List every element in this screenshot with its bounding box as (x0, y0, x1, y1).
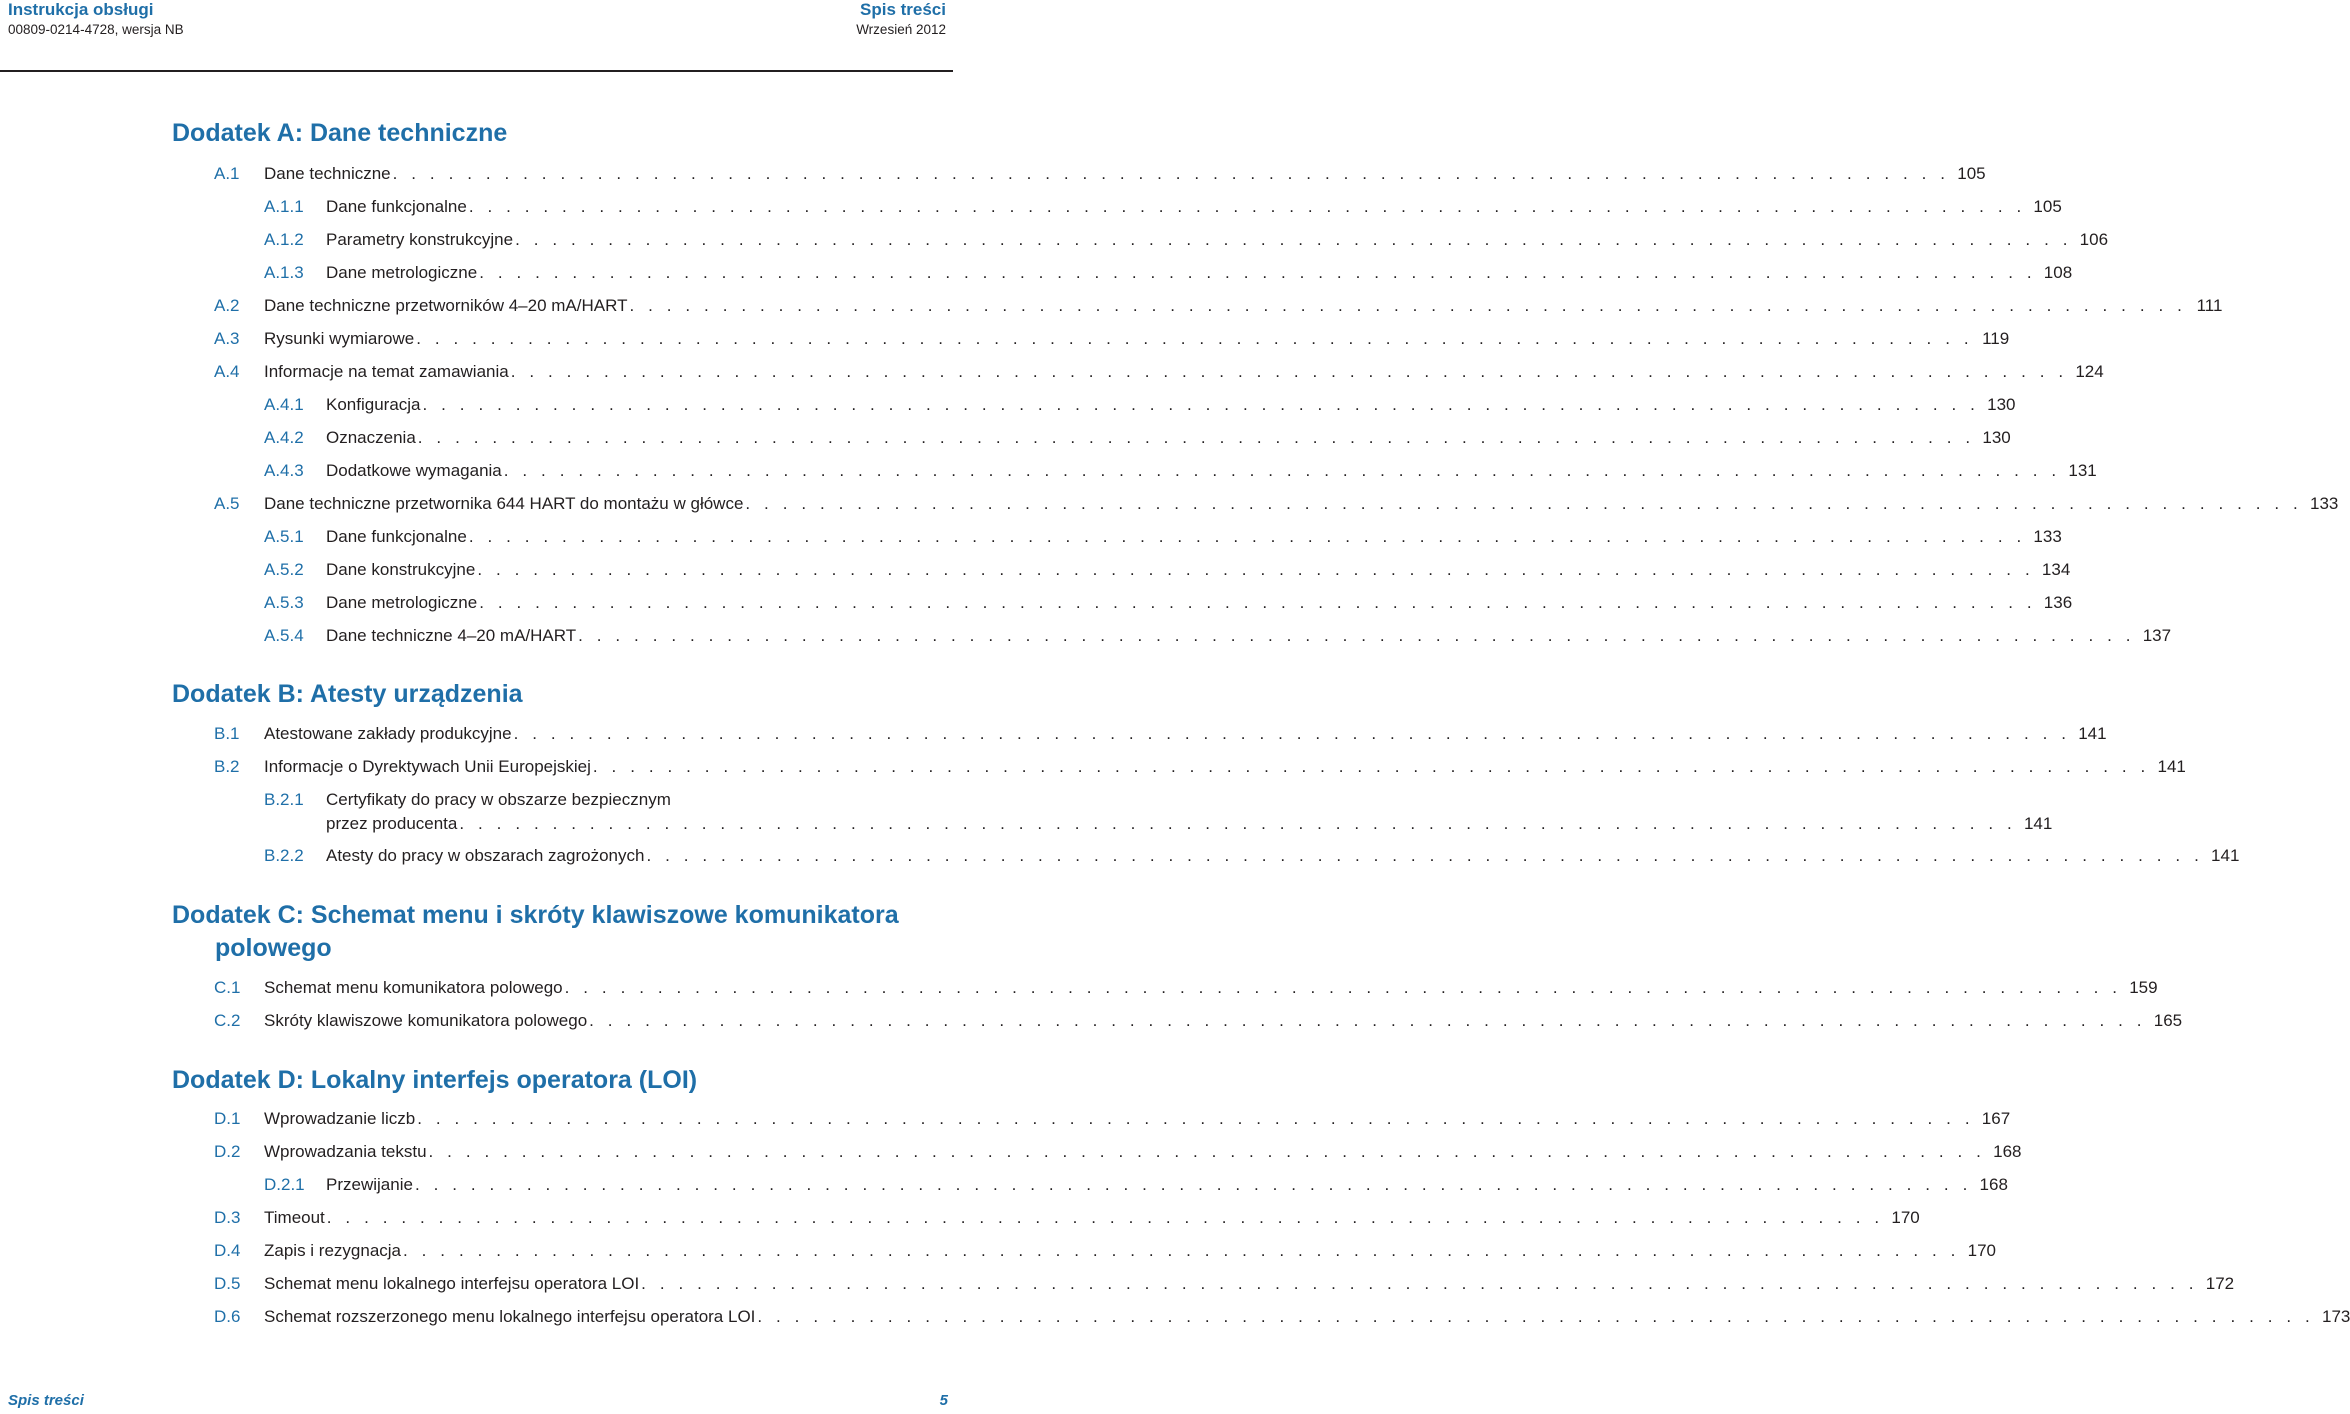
toc-text: Wprowadzania tekstu (264, 1142, 427, 1161)
toc-page: 111 (2196, 296, 2223, 315)
toc-entry-a1-2[interactable] (264, 228, 2109, 252)
toc-text: Dane techniczne 4–20 mA/HART (326, 626, 577, 645)
toc-entry-d2-1[interactable] (264, 1173, 2008, 1197)
toc-number: B.2 (214, 757, 240, 776)
toc-entry-d6[interactable] (214, 1305, 2350, 1329)
toc-number: A.1.2 (264, 230, 304, 249)
toc-number: A.4.2 (264, 428, 304, 447)
toc-number: A.4.1 (264, 395, 304, 414)
toc-page: 106 (2079, 230, 2109, 249)
dot-leader: . . . . . . . . . . . . . . . . . . . . . . . . . . . . . . . . . . . . . . . . . . . . . . . . . . . . . . . . . . . . . . . . . . . . . . . . . . . . . . . . . . . . (515, 230, 2073, 249)
toc-page: 141 (2023, 814, 2053, 833)
dot-leader: . . . . . . . . . . . . . . . . . . . . . . . . . . . . . . . . . . . . . . . . . . . . . . . . . . . . . . . . . . . . . . . . . . . . . . . . . . . . . . . . . . . . (459, 814, 2017, 833)
dot-leader: . . . . . . . . . . . . . . . . . . . . . . . . . . . . . . . . . . . . . . . . . . . . . . . . . . . . . . . . . . . . . . . . . . . . . . . . . . . . . . . . . . . . (326, 1208, 1884, 1227)
toc-entry-c1[interactable] (214, 976, 2158, 1000)
toc-page: 170 (1891, 1208, 1920, 1227)
toc-number: C.2 (214, 1011, 241, 1030)
toc-number: D.6 (214, 1307, 241, 1326)
toc-entry-a5-4[interactable] (264, 624, 2172, 648)
toc-number: A.5.1 (264, 527, 304, 546)
section-title: Spis treści (860, 0, 946, 19)
toc-entry-a2[interactable] (214, 294, 2223, 318)
toc-entry-a5-2[interactable] (264, 558, 2071, 582)
toc-number: A.5.3 (264, 593, 304, 612)
toc-page: 141 (2078, 724, 2107, 743)
appendix-c-title: Dodatek C: Schemat menu i skróty klawiszowe komunikatora (172, 901, 899, 929)
toc-page: 141 (2157, 757, 2186, 776)
toc-text: Skróty klawiszowe komunikatora polowego (264, 1011, 588, 1030)
dot-leader: . . . . . . . . . . . . . . . . . . . . . . . . . . . . . . . . . . . . . . . . . . . . . . . . . . . . . . . . . . . . . . . . . . . . . . . . . . . . . . . . . . . . (392, 164, 1950, 183)
dot-leader: . . . . . . . . . . . . . . . . . . . . . . . . . . . . . . . . . . . . . . . . . . . . . . . . . . . . . . . . . . . . . . . . . . . . . . . . . . . . . . . . . . . . (646, 846, 2204, 865)
toc-text: Dane metrologiczne (326, 263, 478, 282)
toc-page: 173 (2321, 1307, 2350, 1326)
toc-number: D.2.1 (264, 1175, 305, 1194)
toc-text: Zapis i rezygnacja (264, 1241, 402, 1260)
toc-page: 133 (2310, 494, 2339, 513)
toc-number: A.1 (214, 164, 240, 183)
header-divider (0, 70, 953, 72)
dot-leader: . . . . . . . . . . . . . . . . . . . . . . . . . . . . . . . . . . . . . . . . . . . . . . . . . . . . . . . . . . . . . . . . . . . . . . . . . . . . . . . . . . . . (503, 461, 2061, 480)
toc-number: A.5 (214, 494, 240, 513)
toc-page: 136 (2043, 593, 2073, 612)
dot-leader: . . . . . . . . . . . . . . . . . . . . . . . . . . . . . . . . . . . . . . . . . . . . . . . . . . . . . . . . . . . . . . . . . . . . . . . . . . . . . . . . . . . . (422, 395, 1980, 414)
toc-entry-b2-2[interactable] (264, 844, 2240, 868)
toc-number: A.4.3 (264, 461, 304, 480)
toc-entry-a4-1[interactable] (264, 393, 2016, 417)
toc-number: D.3 (214, 1208, 241, 1227)
toc-entry-a5[interactable] (214, 492, 2339, 516)
toc-entry-a1[interactable] (214, 162, 1986, 186)
toc-number: D.4 (214, 1241, 241, 1260)
toc-entry-d4[interactable] (214, 1239, 1996, 1263)
toc-entry-a4-3[interactable] (264, 459, 2097, 483)
dot-leader: . . . . . . . . . . . . . . . . . . . . . . . . . . . . . . . . . . . . . . . . . . . . . . . . . . . . . . . . . . . . . . . . . . . . . . . . . . . . . . . . . . . . (513, 724, 2071, 743)
toc-text: Dane funkcjonalne (326, 527, 467, 546)
publication-date: Wrzesień 2012 (856, 22, 946, 37)
dot-leader: . . . . . . . . . . . . . . . . . . . . . . . . . . . . . . . . . . . . . . . . . . . . . . . . . . . . . . . . . . . . . . . . . . . . . . . . . . . . . . . . . . . . (564, 978, 2122, 997)
toc-page: 141 (2211, 846, 2240, 865)
toc-page: 130 (1987, 395, 2016, 414)
toc-entry-b2-1[interactable] (264, 788, 2053, 836)
toc-page: 172 (2205, 1274, 2235, 1293)
page-number: 5 (939, 1392, 948, 1409)
toc-text: Atesty do pracy w obszarach zagrożonych (326, 846, 645, 865)
appendix-a-title: Dodatek A: Dane techniczne (172, 119, 508, 147)
dot-leader: . . . . . . . . . . . . . . . . . . . . . . . . . . . . . . . . . . . . . . . . . . . . . . . . . . . . . . . . . . . . . . . . . . . . . . . . . . . . . . . . . . . . (403, 1241, 1960, 1260)
toc-text: Dane techniczne (264, 164, 391, 183)
toc-entry-b2[interactable] (214, 755, 2186, 779)
dot-leader: . . . . . . . . . . . . . . . . . . . . . . . . . . . . . . . . . . . . . . . . . . . . . . . . . . . . . . . . . . . . . . . . . . . . . . . . . . . . . . . . . . . . (428, 1142, 1986, 1161)
toc-entry-d5[interactable] (214, 1272, 2235, 1296)
toc-text: Atestowane zakłady produkcyjne (264, 724, 512, 743)
toc-page: 134 (2041, 560, 2071, 579)
toc-page: 165 (2153, 1011, 2183, 1030)
toc-entry-a5-3[interactable] (264, 591, 2073, 615)
toc-page: 170 (1967, 1241, 1996, 1260)
dot-leader: . . . . . . . . . . . . . . . . . . . . . . . . . . . . . . . . . . . . . . . . . . . . . . . . . . . . . . . . . . . . . . . . . . . . . . . . . . . . . . . . . . . . (414, 1175, 1972, 1194)
toc-text-line1: Certyfikaty do pracy w obszarze bezpiecznym (326, 790, 671, 809)
appendix-c-title-cont: polowego (215, 934, 332, 962)
dot-leader: . . . . . . . . . . . . . . . . . . . . . . . . . . . . . . . . . . . . . . . . . . . . . . . . . . . . . . . . . . . . . . . . . . . . . . . . . . . . . . . . . . . . (629, 296, 2187, 315)
toc-text: Dane konstrukcyjne (326, 560, 476, 579)
footer-section-label: Spis treści (8, 1392, 84, 1409)
dot-leader: . . . . . . . . . . . . . . . . . . . . . . . . . . . . . . . . . . . . . . . . . . . . . . . . . . . . . . . . . . . . . . . . . . . . . . . . . . . . . . . . . . . . (468, 527, 2026, 546)
dot-leader: . . . . . . . . . . . . . . . . . . . . . . . . . . . . . . . . . . . . . . . . . . . . . . . . . . . . . . . . . . . . . . . . . . . . . . . . . . . . . . . . . . . . (479, 593, 2037, 612)
toc-text: Schemat menu komunikatora polowego (264, 978, 563, 997)
toc-page: 124 (2075, 362, 2104, 381)
toc-number: A.2 (214, 296, 240, 315)
toc-page: 133 (2033, 527, 2062, 546)
dot-leader: . . . . . . . . . . . . . . . . . . . . . . . . . . . . . . . . . . . . . . . . . . . . . . . . . . . . . . . . . . . . . . . . . . . . . . . . . . . . . . . . . . . . (510, 362, 2068, 381)
toc-page: 105 (2033, 197, 2062, 216)
toc-page: 105 (1957, 164, 1986, 183)
toc-text: Oznaczenia (326, 428, 416, 447)
toc-entry-a4[interactable] (214, 360, 2104, 384)
toc-text: Parametry konstrukcyjne (326, 230, 514, 249)
dot-leader: . . . . . . . . . . . . . . . . . . . . . . . . . . . . . . . . . . . . . . . . . . . . . . . . . . . . . . . . . . . . . . . . . . . . . . . . . . . . . . . . . . . . (578, 626, 2136, 645)
toc-page: 131 (2068, 461, 2097, 480)
toc-text: przez producenta (326, 814, 458, 833)
manual-title: Instrukcja obsługi (8, 0, 154, 19)
toc-number: A.4 (214, 362, 240, 381)
toc-number: A.5.4 (264, 626, 304, 645)
toc-page: 108 (2043, 263, 2073, 282)
dot-leader: . . . . . . . . . . . . . . . . . . . . . . . . . . . . . . . . . . . . . . . . . . . . . . . . . . . . . . . . . . . . . . . . . . . . . . . . . . . . . . . . . . . . (745, 494, 2303, 513)
toc-page: 130 (1982, 428, 2011, 447)
toc-number: C.1 (214, 978, 241, 997)
toc-page: 168 (1993, 1142, 2022, 1161)
toc-number: D.5 (214, 1274, 241, 1293)
dot-leader: . . . . . . . . . . . . . . . . . . . . . . . . . . . . . . . . . . . . . . . . . . . . . . . . . . . . . . . . . . . . . . . . . . . . . . . . . . . . . . . . . . . . (416, 329, 1974, 348)
toc-number: B.1 (214, 724, 240, 743)
toc-number: A.1.3 (264, 263, 304, 282)
toc-text: Przewijanie (326, 1175, 413, 1194)
toc-text: Informacje na temat zamawiania (264, 362, 509, 381)
toc-text: Dodatkowe wymagania (326, 461, 502, 480)
toc-text: Konfiguracja (326, 395, 421, 414)
toc-number: A.1.1 (264, 197, 304, 216)
toc-entry-a4-2[interactable] (264, 426, 2011, 450)
toc-entry-d2[interactable] (214, 1140, 2022, 1164)
toc-text: Schemat rozszerzonego menu lokalnego interfejsu operatora LOI (264, 1307, 756, 1326)
dot-leader: . . . . . . . . . . . . . . . . . . . . . . . . . . . . . . . . . . . . . . . . . . . . . . . . . . . . . . . . . . . . . . . . . . . . . . . . . . . . . . . . . . . . (479, 263, 2037, 282)
toc-text: Dane funkcjonalne (326, 197, 467, 216)
toc-entry-d3[interactable] (214, 1206, 1920, 1230)
toc-text: Dane techniczne przetwornika 644 HART do montażu w główce (264, 494, 744, 513)
document-number: 00809-0214-4728, wersja NB (8, 22, 184, 37)
toc-number: D.2 (214, 1142, 241, 1161)
dot-leader: . . . . . . . . . . . . . . . . . . . . . . . . . . . . . . . . . . . . . . . . . . . . . . . . . . . . . . . . . . . . . . . . . . . . . . . . . . . . . . . . . . . . (757, 1307, 2315, 1326)
toc-number: B.2.2 (264, 846, 304, 865)
appendix-d-title: Dodatek D: Lokalny interfejs operatora (LOI) (172, 1066, 698, 1094)
toc-entry-a5-1[interactable] (264, 525, 2062, 549)
dot-leader: . . . . . . . . . . . . . . . . . . . . . . . . . . . . . . . . . . . . . . . . . . . . . . . . . . . . . . . . . . . . . . . . . . . . . . . . . . . . . . . . . . . . (417, 428, 1975, 447)
appendix-b-title: Dodatek B: Atesty urządzenia (172, 680, 523, 708)
toc-page: 168 (1979, 1175, 2008, 1194)
toc-entry-b1[interactable] (214, 722, 2107, 746)
toc-text: Dane techniczne przetworników 4–20 mA/HART (264, 296, 628, 315)
dot-leader: . . . . . . . . . . . . . . . . . . . . . . . . . . . . . . . . . . . . . . . . . . . . . . . . . . . . . . . . . . . . . . . . . . . . . . . . . . . . . . . . . . . . (468, 197, 2026, 216)
toc-number: A.5.2 (264, 560, 304, 579)
dot-leader: . . . . . . . . . . . . . . . . . . . . . . . . . . . . . . . . . . . . . . . . . . . . . . . . . . . . . . . . . . . . . . . . . . . . . . . . . . . . . . . . . . . . (592, 757, 2150, 776)
toc-entry-a3[interactable] (214, 327, 2010, 351)
toc-text: Timeout (264, 1208, 325, 1227)
toc-entry-a1-1[interactable] (264, 195, 2062, 219)
toc-text: Schemat menu lokalnego interfejsu operatora LOI (264, 1274, 640, 1293)
toc-page: 159 (2129, 978, 2158, 997)
toc-number: A.3 (214, 329, 240, 348)
dot-leader: . . . . . . . . . . . . . . . . . . . . . . . . . . . . . . . . . . . . . . . . . . . . . . . . . . . . . . . . . . . . . . . . . . . . . . . . . . . . . . . . . . . . (477, 560, 2035, 579)
toc-page: 167 (1981, 1109, 2011, 1128)
toc-entry-d1[interactable] (214, 1107, 2011, 1131)
toc-text: Rysunki wymiarowe (264, 329, 415, 348)
toc-page: 119 (1982, 329, 2010, 348)
toc-text: Wprowadzanie liczb (264, 1109, 416, 1128)
dot-leader: . . . . . . . . . . . . . . . . . . . . . . . . . . . . . . . . . . . . . . . . . . . . . . . . . . . . . . . . . . . . . . . . . . . . . . . . . . . . . . . . . . . . (589, 1011, 2147, 1030)
toc-text: Informacje o Dyrektywach Unii Europejskiej (264, 757, 591, 776)
toc-text: Dane metrologiczne (326, 593, 478, 612)
toc-number: B.2.1 (264, 790, 304, 809)
toc-number: D.1 (214, 1109, 241, 1128)
dot-leader: . . . . . . . . . . . . . . . . . . . . . . . . . . . . . . . . . . . . . . . . . . . . . . . . . . . . . . . . . . . . . . . . . . . . . . . . . . . . . . . . . . . . (641, 1274, 2199, 1293)
toc-page: 137 (2142, 626, 2172, 645)
dot-leader: . . . . . . . . . . . . . . . . . . . . . . . . . . . . . . . . . . . . . . . . . . . . . . . . . . . . . . . . . . . . . . . . . . . . . . . . . . . . . . . . . . . . (417, 1109, 1975, 1128)
toc-entry-c2[interactable] (214, 1009, 2183, 1033)
toc-entry-a1-3[interactable] (264, 261, 2073, 285)
